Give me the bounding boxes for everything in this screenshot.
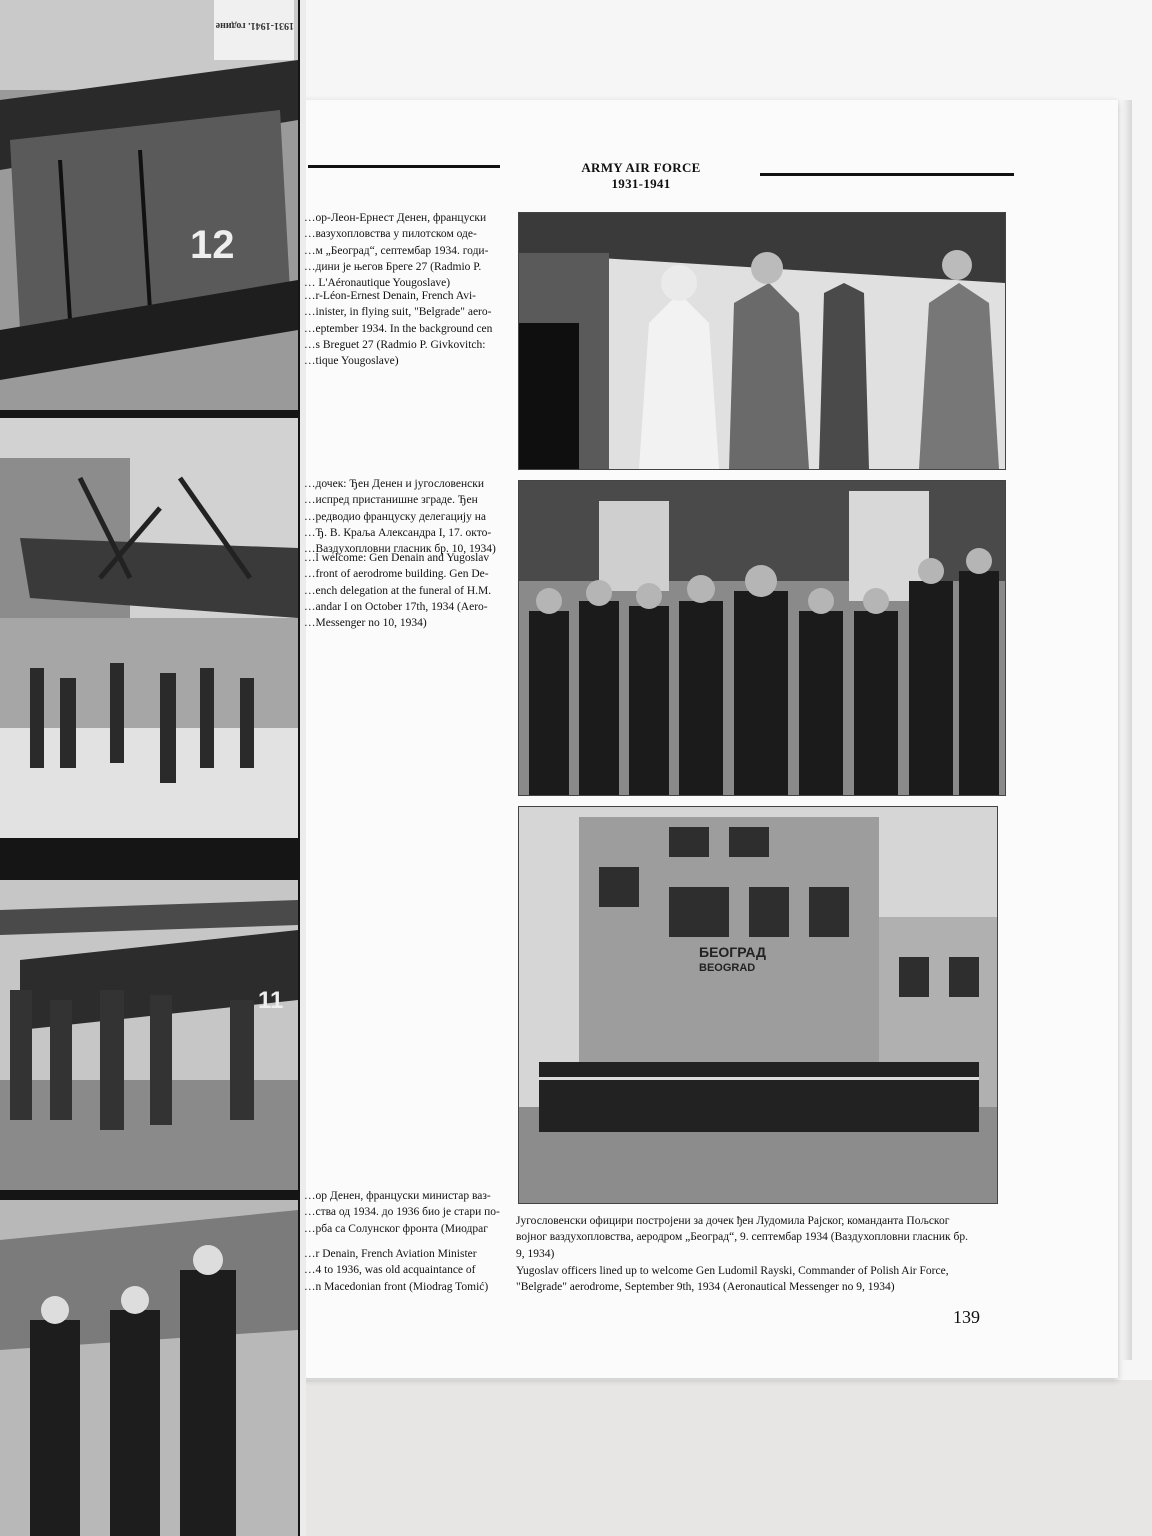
page-number: 139: [953, 1307, 980, 1327]
left-page-spine-header: [214, 0, 294, 60]
header-years: 1931-1941: [611, 176, 671, 192]
caption-1-english: …r-Léon-Ernest Denain, French Avi- …inister, in flying suit, "Belgrade" aero- …eptember 1934. In the background cen …s Breguet 27 (Radmio P. Givkovitch: …tique Yougoslave): [304, 290, 493, 368]
photo-biplane-crowd: [0, 880, 298, 1190]
plane2-number-label: 11: [258, 987, 284, 1014]
left-page: [0, 0, 306, 1536]
running-header: [526, 160, 756, 193]
photo-belgrade-aerodrome-building: [518, 806, 998, 1204]
caption-2-serbian: …дочек: Ђен Денен и југословенски …испред пристанишне зграде. Ђен …редводио француску делегацију на …Ђ. В. Краља Александра I, 17. окто- …Ваздухопловни гласник бр. 10, 1934): [304, 478, 496, 556]
building-sign-cyrillic: БЕОГРАД: [699, 944, 766, 960]
photo-denain-handshake: [518, 212, 1006, 470]
photo-twin-engine-plane: [0, 418, 298, 838]
caption-4-serbian: Југословенски официри постројени за дочек ђен Лудомила Рајског, команданта Пољског војног ваздухопловства, аеродром „Београд“, 9. септембар 1934 (Ваздухопловни гласник бр. 9, 1934): [516, 1215, 968, 1260]
caption-3-english: …r Denain, French Aviation Minister …4 to 1936, was old acquaintance of …n Macedonian front (Miodrag Tomić): [304, 1248, 489, 1293]
photo-welcome-aerodrome: [518, 480, 1006, 796]
plane-number-label: 12: [190, 223, 235, 267]
photo-biplane-closeup: [0, 0, 298, 410]
building-sign-latin: BEOGRAD: [699, 962, 756, 974]
photo-officers-air-force: [0, 1200, 298, 1536]
caption-4-english: Yugoslav officers lined up to welcome Gen Ludomil Rayski, Commander of Polish Air Force, "Belgrade" aerodrome, September 9th, 1934 (Aeronautical Messenger no 9, 1934): [516, 1265, 949, 1294]
header-rule-right: [760, 173, 1014, 176]
spine-text: 1931-1941. године: [215, 20, 294, 31]
caption-2-english: …l welcome: Gen Denain and Yugoslav …front of aerodrome building. Gen De- …ench delegation at the funeral of H.M. …andar I on October 17th, 1934 (Aero- …Messenger no 10, 1934): [304, 552, 492, 630]
caption-1-serbian: …ор-Леон-Ернест Денен, француски …вазухопловства у пилотском оде- …м „Београд“, септембар 1934. годи- …дини је његов Бреге 27 (Radmio P. … L'Aéronautique Yougoslave): [304, 212, 489, 290]
header-title: ARMY AIR FORCE: [581, 160, 701, 175]
header-rule-left: [308, 165, 500, 168]
caption-3-serbian: …ор Денен, француски министар ваз- …ства од 1934. до 1936 био је стари по- …рба са Солунског фронта (Миодраг: [304, 1190, 500, 1235]
